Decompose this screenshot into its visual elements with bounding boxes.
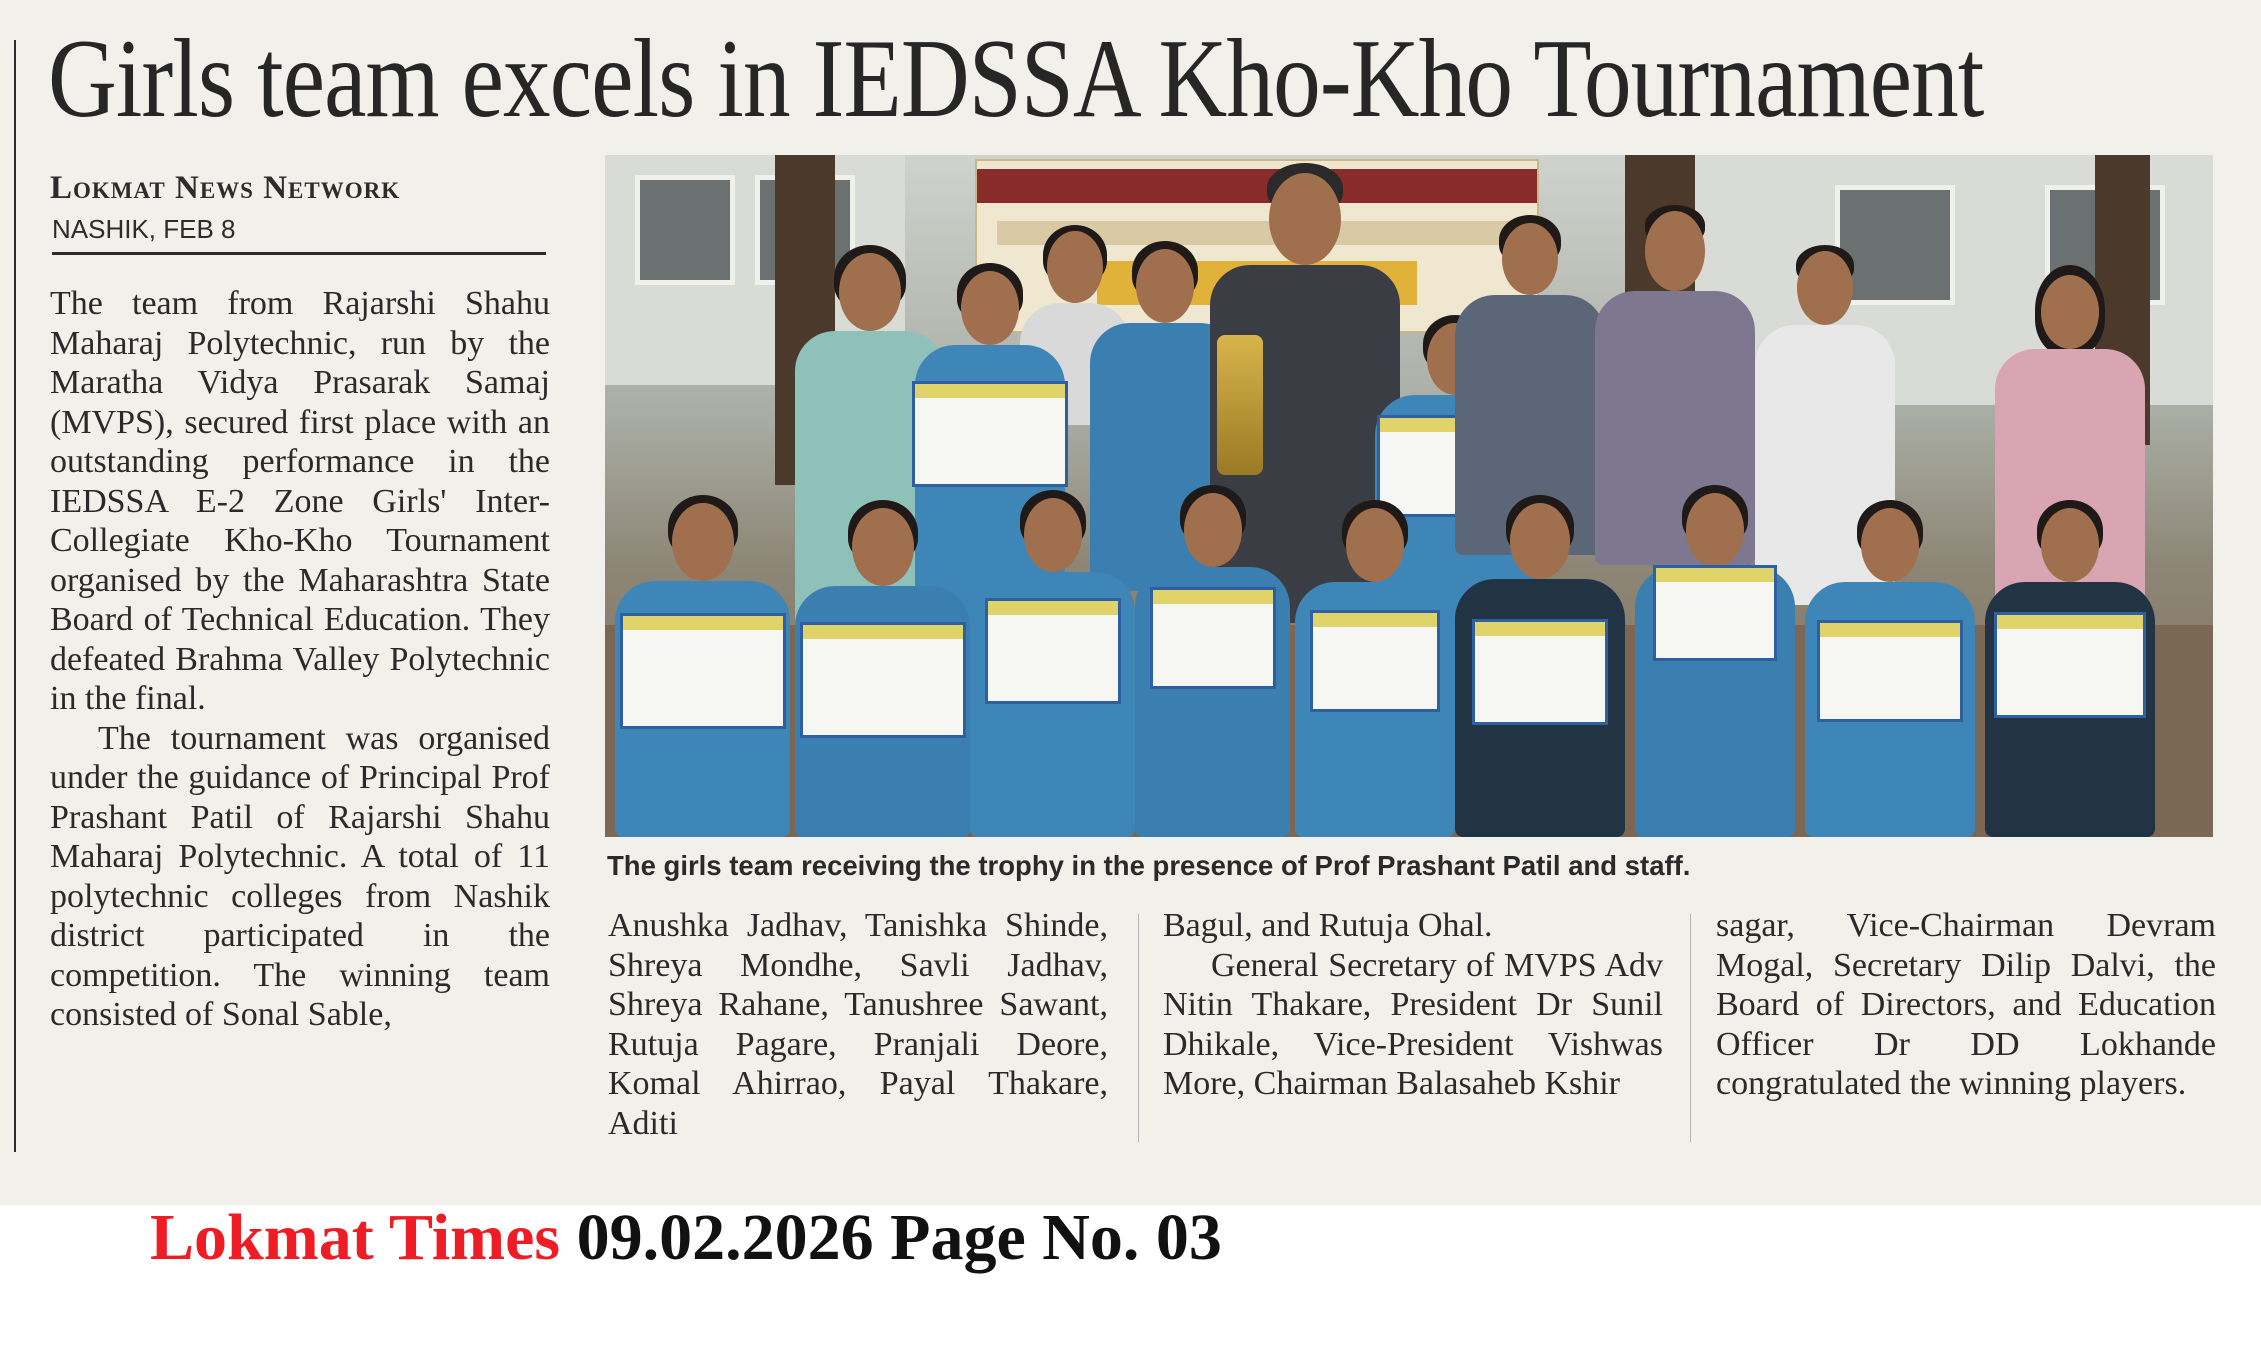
article-column-3 xyxy=(1163,906,1663,1104)
player xyxy=(1805,500,1975,837)
trophy xyxy=(1217,335,1263,475)
paragraph: Anushka Jadhav, Tanishka Shinde, Shreya Mondhe, Savli Jadhav, Shreya Rahane, Tanushree Sawant, Rutuja Pagare, Pranjali Deore, Komal Ahirrao, Payal Thakare, Aditi xyxy=(608,907,1108,1142)
player xyxy=(970,490,1135,837)
player xyxy=(615,495,790,837)
paragraph: sagar, Vice-Chairman Devram Mogal, Secretary Dilip Dalvi, the Board of Directors, and Education Officer Dr DD Lokhande congratulated the winning players. xyxy=(1716,907,2216,1102)
player xyxy=(1135,485,1290,837)
dateline: NASHIK, FEB 8 xyxy=(52,214,236,244)
byline-agency: Lokmat News Network xyxy=(50,170,401,206)
article-column-4 xyxy=(1716,906,2216,1104)
news-photo xyxy=(605,155,2213,837)
column-divider xyxy=(1138,914,1139,1142)
paragraph: The tournament was organised under the guidance of Principal Prof Prashant Patil of Rajarshi Shahu Maharaj Polytechnic. A total of 11 polytechnic colleges from Nashik district participated in the competition. The winning team consisted of Sonal Sable, xyxy=(50,719,550,1033)
headline: Girls team excels in IEDSSA Kho-Kho Tournament xyxy=(48,17,1984,141)
article-column-2 xyxy=(608,906,1108,1143)
paragraph: General Secretary of MVPS Adv Nitin Thakare, President Dr Sunil Dhikale, Vice-President Vishwas More, Chairman Balasaheb Kshir xyxy=(1163,946,1663,1102)
column-divider xyxy=(1690,914,1691,1142)
paragraph: Bagul, and Rutuja Ohal. xyxy=(1163,907,1493,944)
player xyxy=(1985,500,2155,837)
player xyxy=(1295,500,1455,837)
publication-date-page: 09.02.2026 Page No. 03 xyxy=(576,1201,1222,1274)
left-border-rule xyxy=(14,40,16,1152)
publication-name: Lokmat Times xyxy=(150,1201,561,1274)
publication-citation xyxy=(150,1200,1222,1276)
player xyxy=(1455,495,1625,837)
paragraph: The team from Rajarshi Shahu Maharaj Polytechnic, run by the Maratha Vidya Prasarak Samaj (MVPS), secured first place with an outstanding performance in the IEDSSA E-2 Zone Girls' Inter-Collegiate Kho-Kho Tournament organised by the Maharashtra State Board of Technical Education. They defeated Brahma Valley Polytechnic in the final. xyxy=(50,285,550,717)
window xyxy=(635,175,735,285)
byline-divider xyxy=(52,252,546,255)
photo-caption: The girls team receiving the trophy in the presence of Prof Prashant Patil and staff. xyxy=(607,850,1691,881)
player xyxy=(795,500,970,837)
article-column-1 xyxy=(50,284,550,1035)
player xyxy=(1635,485,1795,837)
